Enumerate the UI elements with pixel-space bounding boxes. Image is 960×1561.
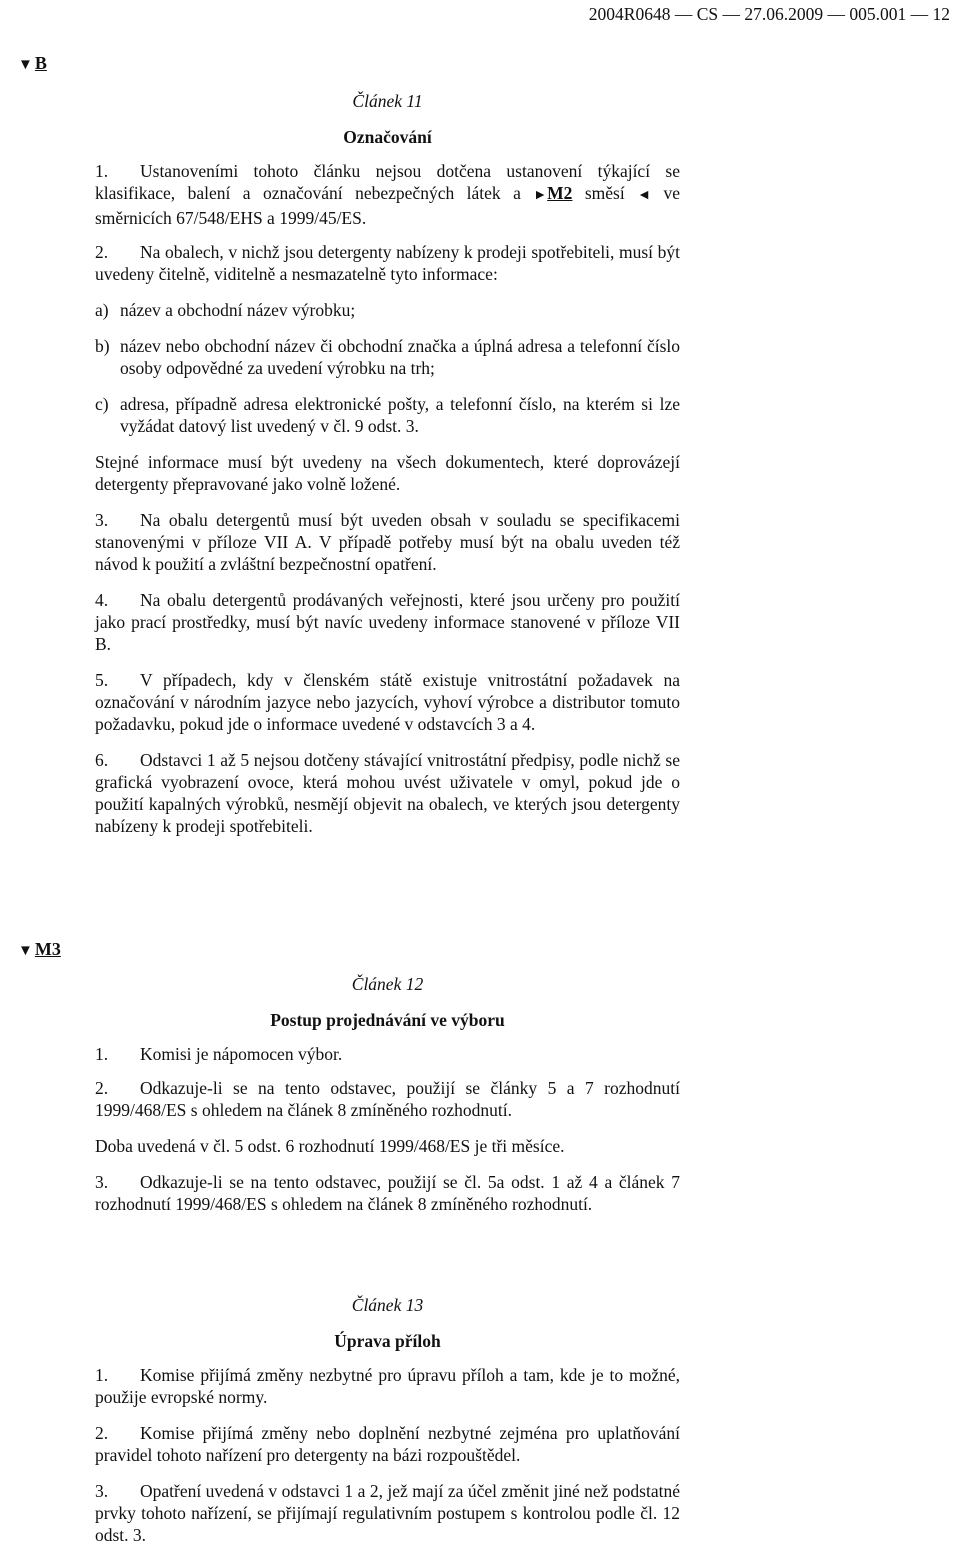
paragraph-number: 1. [95,161,109,181]
paragraph-text: Doba uvedená v čl. 5 odst. 6 rozhodnutí 1999/468/ES je tři měsíce. [95,1136,565,1156]
paragraph-3 [95,509,680,575]
paragraph-1 [95,160,680,229]
list-text: název a obchodní název výrobku; [120,300,356,320]
paragraph-3 [95,1171,680,1215]
paragraph-text: Komise přijímá změny nezbytné pro úpravu příloh a tam, kde je to možné, použije evropské normy. [95,1365,680,1407]
triangle-down-icon: ▼ [18,57,33,73]
paragraph-text: Na obalech, v nichž jsou detergenty nabízeny k prodeji spotřebiteli, musí být uvedeny čitelně, viditelně a nesmazatelně tyto informace: [95,242,680,284]
paragraph-number: 1. [95,1044,109,1064]
marker-label: M3 [34,939,61,959]
paragraph-number: 4. [95,590,109,610]
paragraph-text: Opatření uvedená v odstavci 1 a 2, jež mají za účel změnit jiné než podstatné prvky tohoto nařízení, se přijímají regulativním postupem s kontrolou podle čl. 12 odst. 3. [95,1481,680,1545]
paragraph-3 [95,1480,680,1546]
paragraph-number: 6. [95,750,109,770]
paragraph-text: Odstavci 1 až 5 nejsou dotčeny stávající vnitrostátní předpisy, podle nichž se grafická vyobrazení ovoce, která mohou uvést uživatele v omyl, pokud jde o použití kapalných výrobků, nesmějí objevit na obalech, ve kterých jsou detergenty nabízeny k prodeji spotřebiteli. [95,750,680,836]
paragraph-5 [95,669,680,735]
paragraph-text: Komisi je nápomocen výbor. [140,1044,343,1064]
paragraph-number: 2. [95,1078,109,1098]
paragraph-2 [95,1077,680,1121]
paragraph-text: V případech, kdy v členském státě existuje vnitrostátní požadavek na označování v národním jazyce nebo jazycích, vyhoví výrobce a distributor tomuto požadavku, pokud jde o informace uvedené v odstavcích 3 a 4. [95,670,680,734]
paragraph-4 [95,589,680,655]
paragraph-number: 3. [95,1481,109,1501]
list-letter: b) [95,336,110,356]
paragraph-text: směsí [572,183,638,203]
amendment-ref: M2 [547,183,573,203]
document-header: 2004R0648 — CS — 27.06.2009 — 005.001 — 12 [588,4,950,24]
article-title: Článek 12 [351,974,424,994]
paragraph-number: 5. [95,670,109,690]
triangle-right-icon: ► [533,188,548,203]
list-item [95,299,680,321]
paragraph-text: Odkazuje-li se na tento odstavec, použijí se články 5 a 7 rozhodnutí 1999/468/ES s ohledem na článek 8 zmíněného rozhodnutí. [95,1078,680,1120]
list-item [95,335,680,379]
marker-label: B [34,53,47,73]
paragraph-text: Ustanoveními tohoto článku nejsou dotčena ustanovení týkající se klasifikace, balení a označování nebezpečných látek a [95,161,680,203]
article-13 [95,1294,680,1546]
paragraph-number: 1. [95,1365,109,1385]
triangle-left-icon: ◄ [637,188,652,203]
paragraph-1 [95,1043,680,1065]
paragraph-2 [95,241,680,285]
article-heading: Označování [343,127,432,147]
list-item [95,393,680,437]
article-11 [95,90,680,837]
article-heading: Postup projednávání ve výboru [270,1010,505,1030]
amendment-marker-b [18,52,47,76]
paragraph-text: Odkazuje-li se na tento odstavec, použijí se čl. 5a odst. 1 až 4 a článek 7 rozhodnutí 1999/468/ES s ohledem na článek 8 zmíněného rozhodnutí. [95,1172,680,1214]
paragraph-2 [95,1422,680,1466]
list-letter: a) [95,300,109,320]
list-text: adresa, případně adresa elektronické pošty, a telefonní číslo, na kterém si lze vyžádat datový list uvedený v čl. 9 odst. 3. [120,394,680,436]
article-heading: Úprava příloh [334,1331,441,1351]
paragraph-text: ve směrnicích 67/548/EHS a 1999/45/ES. [95,183,680,228]
paragraph-text: Komise přijímá změny nebo doplnění nezbytné zejména pro uplatňování pravidel tohoto nařízení pro detergenty na bázi rozpouštědel. [95,1423,680,1465]
paragraph-text: Na obalu detergentů prodávaných veřejnosti, které jsou určeny pro použití jako prací prostředky, musí být navíc uvedeny informace stanovené v příloze VII B. [95,590,680,654]
paragraph-text: Stejné informace musí být uvedeny na všech dokumentech, které doprovázejí detergenty přepravované jako volně ložené. [95,452,680,494]
paragraph-number: 3. [95,1172,109,1192]
paragraph-6 [95,749,680,837]
list-letter: c) [95,394,109,414]
paragraph-number: 2. [95,242,109,262]
article-title: Článek 13 [351,1295,424,1315]
triangle-down-icon: ▼ [18,943,33,959]
list-text: název nebo obchodní název či obchodní značka a úplná adresa a telefonní číslo osoby odpovědné za uvedení výrobku na trh; [120,336,680,378]
paragraph-number: 2. [95,1423,109,1443]
paragraph-text: Na obalu detergentů musí být uveden obsah v souladu se specifikacemi stanovenými v příloze VII A. V případě potřeby musí být na obalu uveden též návod k použití a zvláštní bezpečnostní opatření. [95,510,680,574]
amendment-marker-m3 [18,938,61,962]
article-title: Článek 11 [352,91,423,111]
article-12 [95,973,680,1215]
paragraph-1 [95,1364,680,1408]
paragraph-number: 3. [95,510,109,530]
